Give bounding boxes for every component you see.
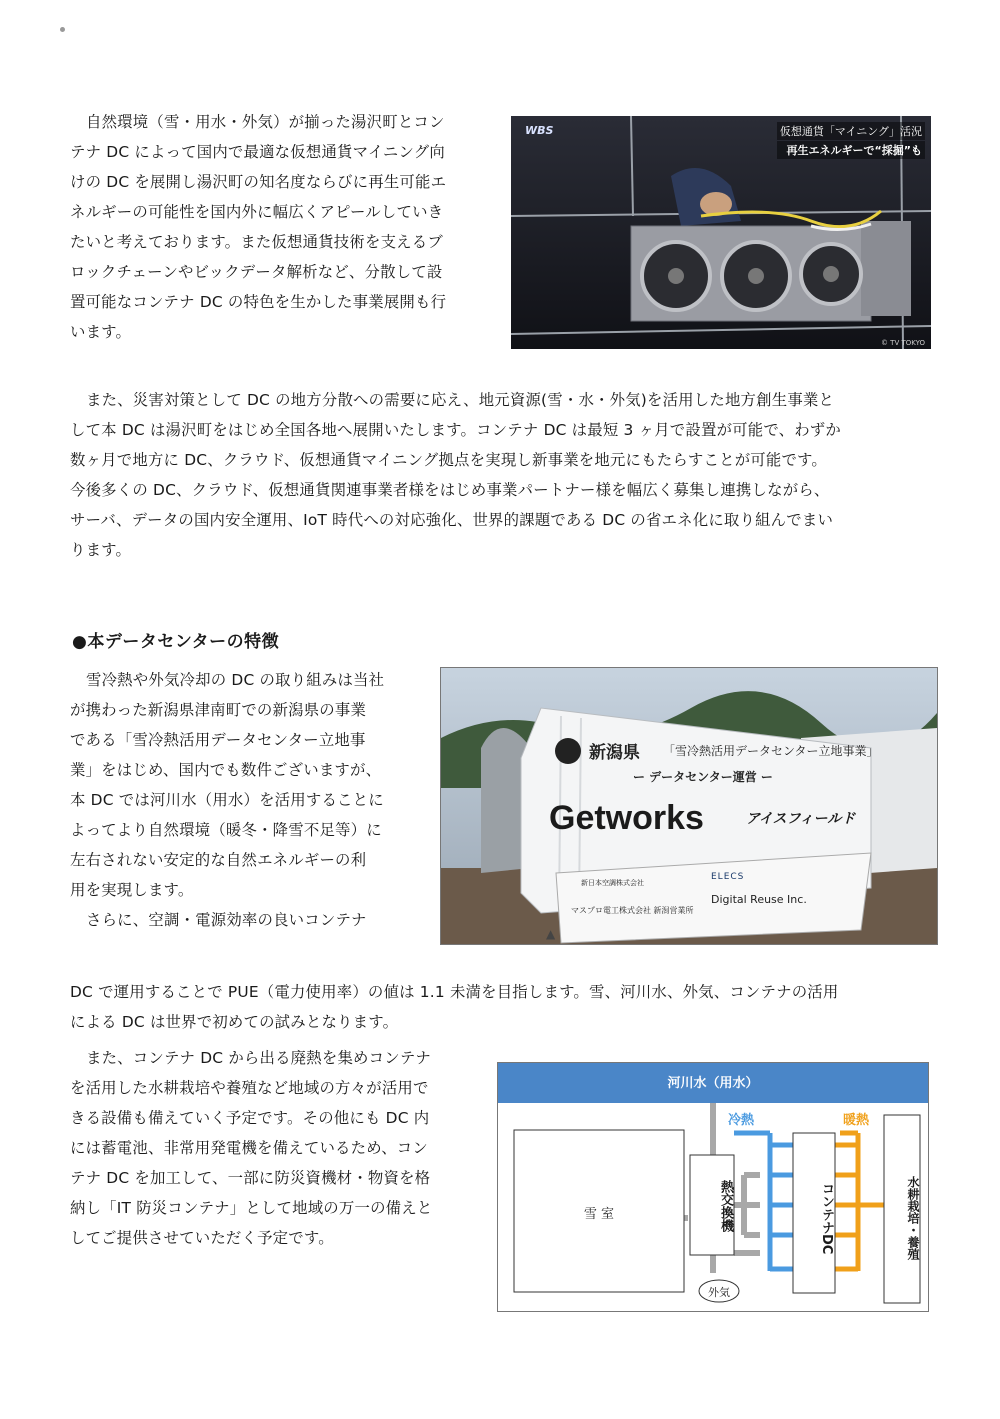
feature-line: 本 DC では河川水（用水）を活用することに	[70, 791, 384, 809]
icefield-logo: アイスフィールド	[746, 811, 856, 827]
disaster-line: サーバ、データの国内安全運用、IoT 時代への対応強化、世界的課題である DC の省エネ化に取り組んでまい	[70, 511, 834, 529]
intro-line: たいと考えております。また仮想通貨技術を支えるブ	[70, 233, 443, 251]
mining-rig-photo	[511, 116, 931, 349]
heat-line: を活用した水耕栽培や養殖など地域の方々が活用で	[70, 1079, 429, 1097]
prefecture-label: 新潟県	[589, 743, 640, 763]
heat-line: テナ DC を加工して、一部に防災資機材・物資を格	[70, 1169, 431, 1187]
warm-label: 暖熱	[843, 1113, 870, 1128]
intro-line: テナ DC によって国内で最適な仮想通貨マイニング向	[70, 143, 445, 161]
intro-line: います。	[70, 323, 132, 341]
disaster-paragraph	[70, 385, 930, 565]
heat-line: してご提供させていただく予定です。	[70, 1229, 334, 1247]
outside-air-label: 外気	[708, 1286, 730, 1299]
cold-label: 冷熱	[728, 1113, 755, 1128]
heat-line: また、コンテナ DC から出る廃熱を集めコンテナ	[86, 1049, 431, 1067]
getworks-brand: Getworks	[549, 799, 704, 837]
disaster-line: 数ヶ月で地方に DC、クラウド、仮想通貨マイニング拠点を実現し新事業を地元にもたらすことが可能です。	[70, 451, 827, 469]
tv-caption-bottom: 再生エネルギーで“採掘”も	[777, 141, 925, 159]
disaster-line: して本 DC は湯沢町をはじめ全国各地へ展開いたします。コンテナ DC は最短 3 ヶ月で設置が可能で、わずか	[70, 421, 841, 439]
project-label: 「雪冷熱活用データセンター立地事業」	[663, 744, 879, 758]
pue-line: による DC は世界で初めての試みとなります。	[70, 1013, 399, 1031]
hydroponics-label: 水耕栽培・養殖	[906, 1176, 920, 1260]
feature-line: である「雪冷熱活用データセンター立地事	[70, 731, 366, 749]
partner-shinnihon: 新日本空調株式会社	[581, 879, 644, 887]
tv-credit: © TV TOKYO	[880, 339, 925, 347]
section-heading: ●本データセンターの特徴	[72, 632, 280, 652]
river-label: 河川水（用水）	[667, 1076, 759, 1091]
disaster-line: 今後多くの DC、クラウド、仮想通貨関連事業者様をはじめ事業パートナー様を幅広く募集し連携しながら、	[70, 481, 830, 499]
feature-line: 左右されない安定的な自然エネルギーの利	[70, 851, 367, 869]
container-dc-label: コンテナDC	[819, 1181, 834, 1255]
feature-line: 業」をはじめ、国内でも数件ございますが、	[70, 761, 382, 779]
feature-line: が携わった新潟県津南町での新潟県の事業	[70, 701, 367, 719]
pue-paragraph	[70, 977, 930, 1037]
feature-line: 用を実現します。	[70, 881, 194, 899]
warm-pipes	[835, 1133, 884, 1271]
intro-line: 自然環境（雪・用水・外気）が揃った湯沢町とコン	[86, 113, 445, 131]
svg-text:▲: ▲	[546, 927, 556, 941]
cooling-system-diagram	[497, 1062, 929, 1312]
subtitle-label: ー データセンター運営 ー	[633, 770, 773, 784]
container-photo	[440, 667, 938, 945]
feature-paragraph	[70, 665, 430, 935]
disaster-line: ります。	[70, 541, 132, 559]
disaster-line: また、災害対策として DC の地方分散への需要に応え、地元資源(雪・水・外気)を活用した地方創生事業と	[86, 391, 835, 409]
wbs-logo: WBS	[525, 124, 554, 137]
niigata-emblem	[555, 738, 581, 764]
intro-line: 置可能なコンテナ DC の特色を生かした事業展開も行	[70, 293, 447, 311]
heat-line: きる設備も備えていく予定です。その他にも DC 内	[70, 1109, 430, 1127]
feature-line: よってより自然環境（暖冬・降雪不足等）に	[70, 821, 382, 839]
intro-paragraph	[70, 107, 495, 347]
scan-speck	[60, 27, 65, 32]
feature-line: さらに、空調・電源効率の良いコンテナ	[86, 911, 367, 929]
heat-paragraph	[70, 1043, 485, 1253]
partner-digital-reuse: Digital Reuse Inc.	[711, 893, 807, 906]
heat-exchanger-label: 熱交換機	[718, 1180, 733, 1232]
pue-line: DC で運用することで PUE（電力使用率）の値は 1.1 未満を目指します。雪、河川水、外気、コンテナの活用	[70, 983, 839, 1001]
tv-caption-top: 仮想通貨「マイニング」活況	[777, 122, 925, 140]
intro-line: ネルギーの可能性を国内外に幅広くアピールしていき	[70, 203, 444, 221]
mining-machines	[631, 221, 911, 321]
intro-line: ロックチェーンやビックデータ解析など、分散して設	[70, 263, 443, 281]
snow-room-label: 雪 室	[583, 1207, 615, 1222]
partner-maspro: マスプロ電工株式会社 新潟営業所	[571, 906, 694, 915]
heat-line: には蓄電池、非常用発電機を備えているため、コン	[70, 1139, 428, 1157]
feature-line: 雪冷熱や外気冷却の DC の取り組みは当社	[86, 671, 385, 689]
partner-elecs: ELECS	[711, 872, 745, 882]
heat-line: 納し「IT 防災コンテナ」として地域の万一の備えと	[70, 1199, 433, 1217]
intro-line: けの DC を展開し湯沢町の知名度ならびに再生可能エ	[70, 173, 447, 191]
tv-caption	[777, 122, 925, 159]
